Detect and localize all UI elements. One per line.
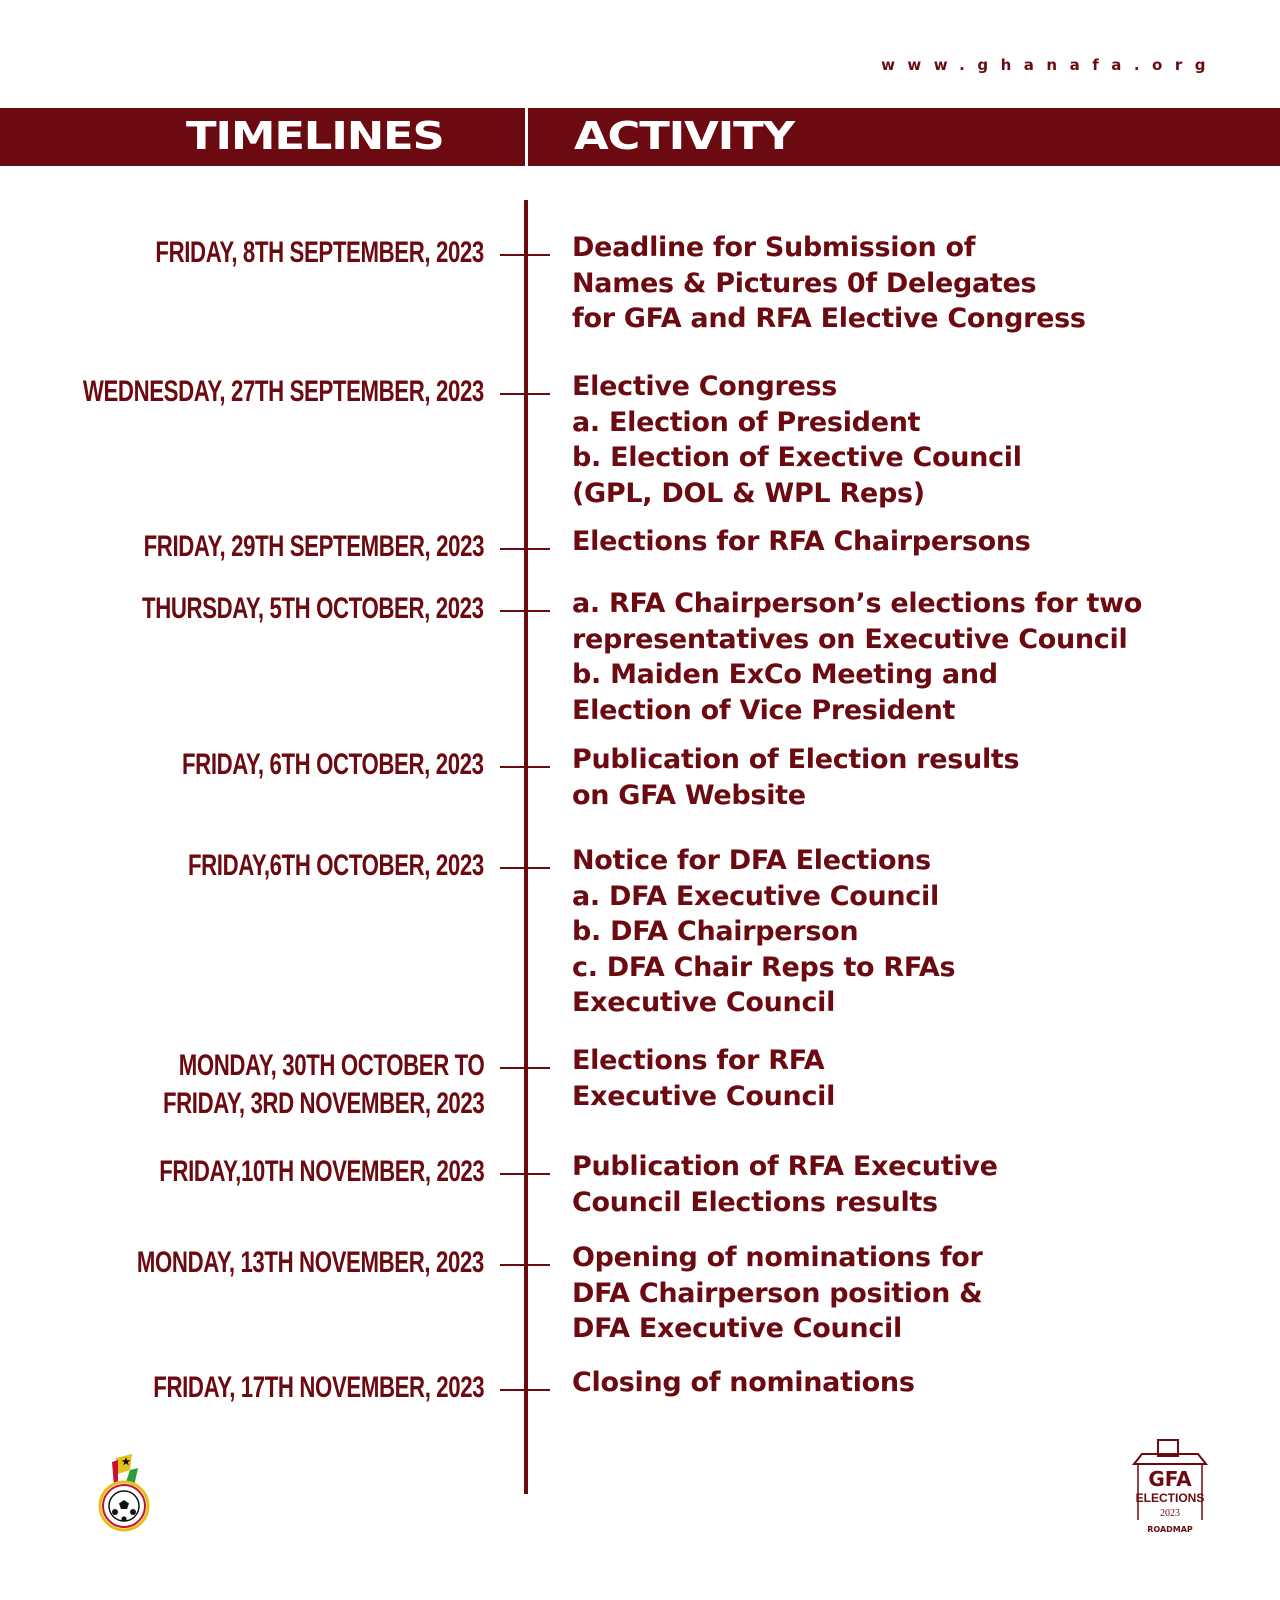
activity-line: Deadline for Submission of — [572, 232, 976, 263]
timeline-tick — [500, 867, 550, 869]
event-activity — [572, 369, 1022, 511]
event-date — [137, 1244, 484, 1282]
event-activity — [572, 230, 1086, 337]
event-date-line: FRIDAY,6TH OCTOBER, 2023 — [188, 849, 484, 882]
website-url[interactable]: www.ghanafa.org — [881, 56, 1218, 74]
activity-line: b. Maiden ExCo Meeting and — [572, 659, 998, 690]
event-date-line: FRIDAY, 17TH NOVEMBER, 2023 — [153, 1371, 484, 1404]
event-date — [159, 1153, 484, 1191]
activity-line: Executive Council — [572, 1080, 836, 1112]
event-date — [142, 590, 484, 628]
event-date — [83, 373, 484, 411]
activity-line: DFA Executive Council — [572, 1313, 902, 1344]
header-divider — [525, 108, 528, 166]
timeline-tick — [500, 1173, 550, 1175]
activity-line: (GPL, DOL & WPL Reps) — [572, 477, 925, 509]
logo-year: 2023 — [1160, 1508, 1180, 1519]
timeline-tick — [500, 1067, 550, 1069]
timeline-tick — [500, 254, 550, 256]
event-date — [188, 847, 484, 885]
activity-line: Elections for RFA — [572, 1045, 825, 1076]
event-date-line: THURSDAY, 5TH OCTOBER, 2023 — [142, 592, 484, 625]
event-date-line: FRIDAY, 6TH OCTOBER, 2023 — [182, 748, 484, 781]
activity-line: Closing of nominations — [572, 1367, 915, 1398]
activity-line: Elections for RFA Chairpersons — [572, 526, 1031, 557]
activity-line: Elective Congress — [572, 371, 838, 402]
event-activity — [572, 1043, 835, 1114]
activity-line: Publication of RFA Executive — [572, 1151, 998, 1182]
timeline-tick — [500, 393, 550, 395]
event-date — [182, 746, 484, 784]
event-date — [163, 1047, 484, 1123]
activity-heading: ACTIVITY — [574, 114, 794, 158]
event-activity — [572, 586, 1142, 728]
gfa-elections-roadmap-logo — [1128, 1438, 1212, 1536]
timeline-tick — [500, 1264, 550, 1266]
activity-line: Council Elections results — [572, 1186, 938, 1218]
activity-line: Notice for DFA Elections — [572, 845, 931, 876]
timelines-heading: TIMELINES — [186, 114, 444, 158]
activity-line: DFA Chairperson position & — [572, 1277, 983, 1309]
football-patch — [112, 1509, 118, 1515]
timeline-tick — [500, 610, 550, 612]
event-activity — [572, 1149, 998, 1220]
activity-line: Election of Vice President — [572, 694, 956, 726]
timeline-tick — [500, 766, 550, 768]
event-date — [144, 528, 484, 566]
activity-line: on GFA Website — [572, 779, 806, 811]
event-activity — [572, 843, 955, 1021]
activity-line: c. DFA Chair Reps to RFAs — [572, 951, 956, 983]
event-date-line: MONDAY, 30TH OCTOBER TO — [178, 1049, 484, 1082]
event-date-line: MONDAY, 13TH NOVEMBER, 2023 — [137, 1246, 484, 1279]
activity-line: a. Election of President — [572, 406, 921, 438]
event-activity — [572, 524, 1031, 560]
activity-line: a. RFA Chairperson’s elections for two — [572, 588, 1142, 619]
activity-line: b. Election of Exective Council — [572, 442, 1022, 473]
activity-line: b. DFA Chairperson — [572, 916, 859, 947]
football-patch — [130, 1509, 136, 1515]
ghana-fa-logo — [88, 1452, 160, 1536]
event-activity — [572, 1365, 915, 1401]
activity-line: representatives on Executive Council — [572, 623, 1128, 655]
logo-caption: ROADMAP — [1147, 1525, 1193, 1534]
timeline-tick — [500, 1389, 550, 1391]
timeline-tick — [500, 548, 550, 550]
event-activity — [572, 742, 1019, 813]
event-date — [156, 234, 484, 272]
activity-line: for GFA and RFA Elective Congress — [572, 303, 1086, 334]
activity-line: Executive Council — [572, 987, 836, 1018]
event-date-line: FRIDAY, 3RD NOVEMBER, 2023 — [162, 1087, 484, 1120]
activity-line: a. DFA Executive Council — [572, 880, 939, 912]
event-date — [153, 1369, 484, 1407]
event-date-line: FRIDAY, 8TH SEPTEMBER, 2023 — [155, 236, 484, 269]
event-activity — [572, 1240, 983, 1347]
logo-title: GFA — [1148, 1467, 1192, 1491]
event-date-line: FRIDAY,10TH NOVEMBER, 2023 — [158, 1155, 484, 1188]
football-patch — [121, 1516, 126, 1521]
activity-line: Opening of nominations for — [572, 1242, 983, 1273]
activity-line: Publication of Election results — [572, 744, 1020, 775]
event-date-line: FRIDAY, 29TH SEPTEMBER, 2023 — [143, 530, 484, 563]
event-date-line: WEDNESDAY, 27TH SEPTEMBER, 2023 — [82, 375, 484, 408]
logo-subtitle: ELECTIONS — [1135, 1491, 1205, 1505]
activity-line: Names & Pictures 0f Delegates — [572, 267, 1037, 299]
